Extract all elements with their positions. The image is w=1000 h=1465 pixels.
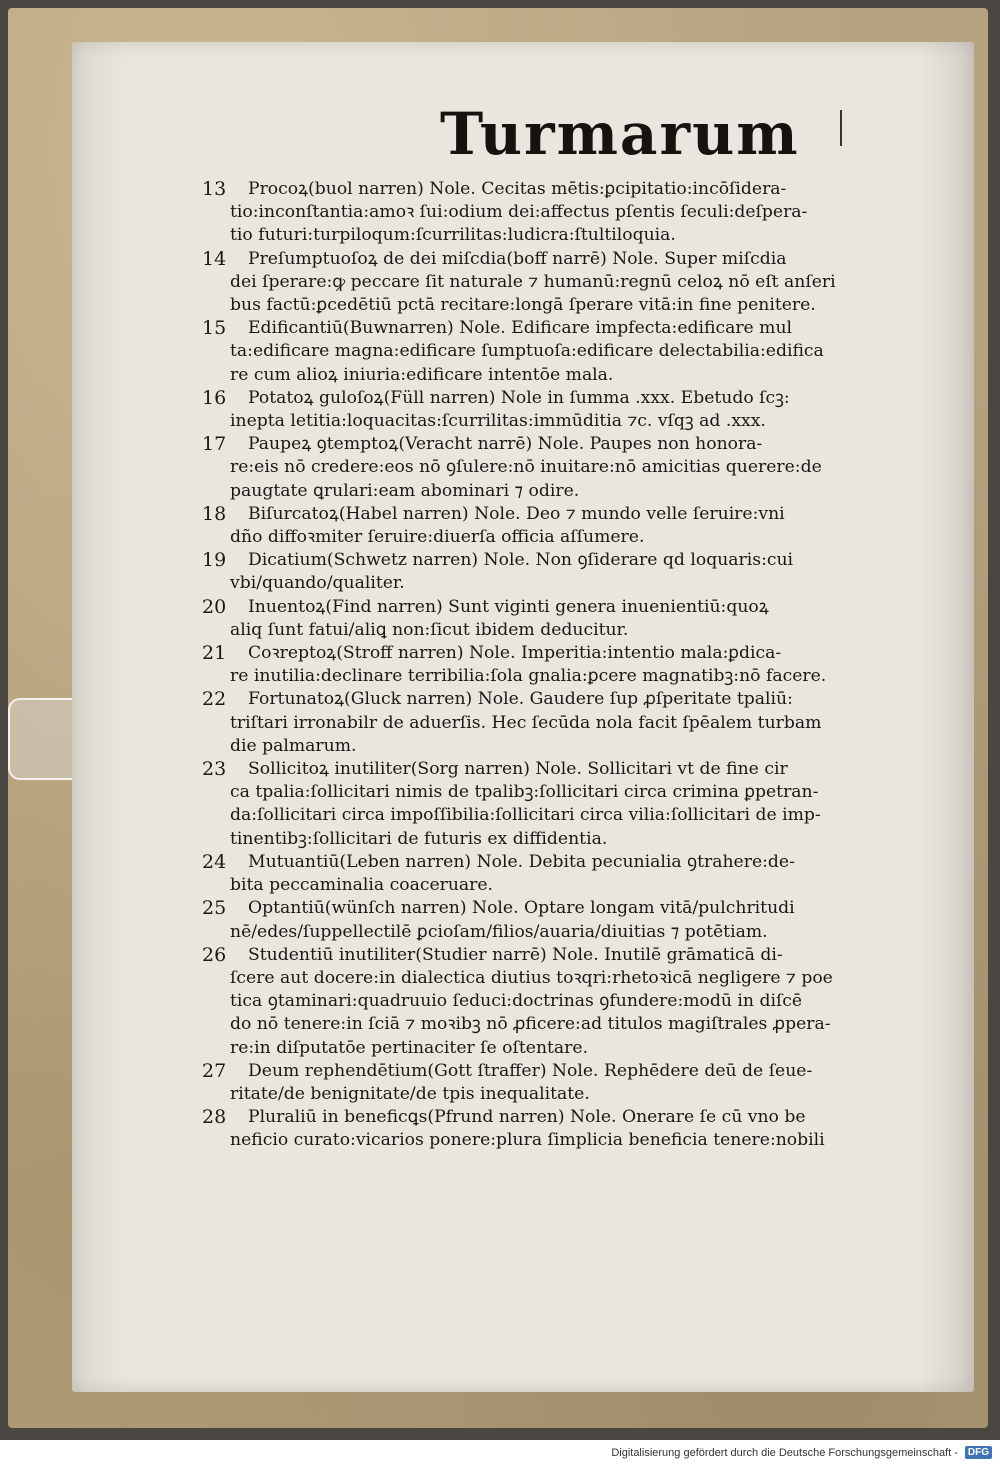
entries-list	[202, 178, 910, 1153]
entry-number: 15	[202, 317, 227, 340]
entry-line: re:eis nō credere:eos nō ꝯſulere:nō inuitare:nō amicitias querere:de	[230, 457, 822, 478]
entry-line: neficio curato:vicarios ponere:plura ſimplicia beneficia tenere:nobili	[230, 1130, 825, 1151]
footer-bar	[0, 1440, 1000, 1465]
entry-line: Pluraliū in beneficꝗs(Pfrund narren) Nole. Onerare ſe cū vno be	[248, 1107, 806, 1128]
entry-line: ta:edificare magna:edificare ſumptuoſa:edificare delectabilia:edifica	[230, 341, 824, 362]
entry	[202, 502, 910, 549]
entry-line: Edificantiū(Buwnarren) Nole. Edificare impfecta:edificare mul	[248, 318, 793, 339]
entry-line: bita peccaminalia coaceruare.	[230, 875, 494, 896]
entry-line: Optantiū(wünſch narren) Nole. Optare longam vitā/pulchritudi	[248, 898, 795, 919]
entry-line: ca tpalia:ſollicitari nimis de tpalibꝫ:ſollicitari circa crimina ꝑpetran-	[230, 782, 819, 803]
entry	[202, 317, 910, 387]
entry	[202, 1059, 910, 1106]
page-header: Turmarum	[440, 100, 800, 168]
entry-line: tio:inconſtantia:amoꝛ ſui:odium dei:affectus pſentis ſeculi:deſpera-	[230, 202, 808, 223]
entry-line: da:ſollicitari circa impoſſibilia:ſollicitari circa vilia:ſollicitari de imp-	[230, 805, 821, 826]
entry-line: inepta letitia:loquacitas:ſcurrilitas:immūditia ⁊c. vſqꝫ ad .xxx.	[230, 411, 766, 432]
entry-number: 20	[202, 595, 227, 618]
entry	[202, 897, 910, 943]
entry-number: 23	[202, 758, 227, 781]
entry-line: Studentiū inutiliter(Studier narrē) Nole. Inutilē grāmaticā di-	[248, 944, 783, 965]
entry-line: Biſurcatoꝝ(Habel narren) Nole. Deo ⁊ mundo velle ſeruire:vni	[248, 503, 785, 524]
entry-number: 24	[202, 850, 227, 873]
entry-number: 27	[202, 1059, 227, 1082]
entry-number: 21	[202, 642, 227, 665]
entry-number: 22	[202, 688, 227, 711]
entry-number: 14	[202, 247, 227, 270]
entry	[202, 247, 910, 318]
entry	[202, 433, 910, 503]
entry	[202, 943, 910, 1060]
entry-number: 18	[202, 502, 227, 525]
dfg-logo: DFG	[965, 1446, 992, 1459]
entry-number: 19	[202, 549, 227, 572]
entry-line: triſtari irronabilr de aduerſis. Hec ſecūda nola facit ſpēalem turbam	[230, 712, 822, 733]
entry-line: Inuentoꝝ(Find narren) Sunt viginti genera inuenientiū:quoꝝ	[248, 596, 769, 617]
entry-line: paugtate ꝗrulari:eam abominari ⁊ odire.	[230, 480, 580, 501]
entry-line: nē/edes/ſuppellectilē ꝑcioſam/filios/auaria/diuitias ⁊ potētiam.	[230, 921, 768, 942]
entry	[202, 758, 910, 851]
entry-line: re:in diſputatōe pertinaciter ſe oſtentare.	[230, 1037, 589, 1058]
entry-line: ritate/de benignitate/de tpis inequalitate.	[230, 1083, 590, 1104]
entry-number: 16	[202, 386, 227, 409]
entry-line: Potatoꝝ guloſoꝝ(Füll narren) Nole in ſumma .xxx. Ebetudo ſcꝫ:	[248, 387, 790, 408]
entry	[202, 1106, 910, 1152]
entry-line: Fortunatoꝝ(Gluck narren) Nole. Gaudere ſup ꝓſperitate tpaliū:	[248, 689, 793, 710]
entry-line: Sollicitoꝝ inutiliter(Sorg narren) Nole. Sollicitari vt de fine cir	[248, 759, 788, 780]
entry-line: ſcere aut docere:in dialectica diutius toꝛqri:rhetoꝛicā negligere ⁊ poe	[230, 967, 833, 988]
entry-line: tio futuri:turpiloqum:ſcurrilitas:ludicra:ſtultiloquia.	[230, 225, 676, 246]
entry	[202, 549, 910, 595]
entry-line: dño diffoꝛmiter ſeruire:diuerſa officia aſſumere.	[230, 527, 645, 548]
entry-number: 26	[202, 943, 227, 966]
entry-number: 25	[202, 897, 227, 920]
footer-credit: Digitalisierung gefördert durch die Deutsche Forschungsgemeinschaft -	[611, 1447, 958, 1459]
entry-number: 17	[202, 433, 227, 456]
entry-line: vbi/quando/qualiter.	[230, 573, 405, 594]
entry	[202, 386, 910, 433]
entry-line: do nō tenere:in ſciā ⁊ moꝛibꝫ nō ꝓficere:ad titulos magiſtrales ꝓpera-	[230, 1014, 831, 1035]
entry	[202, 850, 910, 897]
entry-line: bus factū:ꝑcedētiū pctā recitare:longā ſperare vitā:in fine penitere.	[230, 295, 816, 316]
entry-line: Dicatium(Schwetz narren) Nole. Non ꝯſiderare qd loquaris:cui	[248, 550, 794, 571]
entry-line: tica ꝯtaminari:quadruuio ſeduci:doctrinas ꝯfundere:modū in diſcē	[230, 991, 803, 1012]
entry-line: Mutuantiū(Leben narren) Nole. Debita pecunialia ꝯtrahere:de-	[248, 851, 795, 872]
entry-line: Procoꝝ(buol narren) Nole. Cecitas mētis:ꝑcipitatio:incōſidera-	[248, 179, 787, 199]
entry-line: re cum alioꝝ iniuria:edificare intentōe mala.	[230, 364, 614, 385]
entry	[202, 595, 910, 642]
entry	[202, 178, 910, 248]
entry-line: Deum rephendētium(Gott ſtraffer) Nole. Rephēdere deū de ſeue-	[248, 1060, 813, 1081]
entry-line: Paupeꝝ ꝯtemptoꝝ(Veracht narrē) Nole. Paupes non honora-	[248, 434, 763, 455]
entry-number: 13	[202, 178, 227, 200]
entry-line: tinentibꝫ:ſollicitari de futuris ex diffidentia.	[230, 828, 608, 849]
entry-line: Coꝛreptoꝝ(Stroff narren) Nole. Imperitia:intentio mala:ꝑdica-	[248, 643, 782, 664]
entry-number: 28	[202, 1106, 227, 1129]
entry-line: dei ſperare:ꝙ peccare ſit naturale ⁊ humanū:regnū celoꝝ nō eſt anſeri	[230, 271, 836, 292]
entry-line: die palmarum.	[230, 735, 357, 756]
entry-line: aliq ſunt fatui/aliꝗ non:ſicut ibidem deducitur.	[230, 619, 629, 640]
entry-line: re inutilia:declinare terribilia:ſola gnalia:ꝑcere magnatibꝫ:nō facere.	[230, 666, 827, 687]
thread-mark	[840, 110, 848, 146]
entry-line: Preſumptuoſoꝝ de dei miſcdia(boff narrē) Nole. Super miſcdia	[248, 248, 787, 269]
entry	[202, 642, 910, 688]
entry	[202, 688, 910, 758]
